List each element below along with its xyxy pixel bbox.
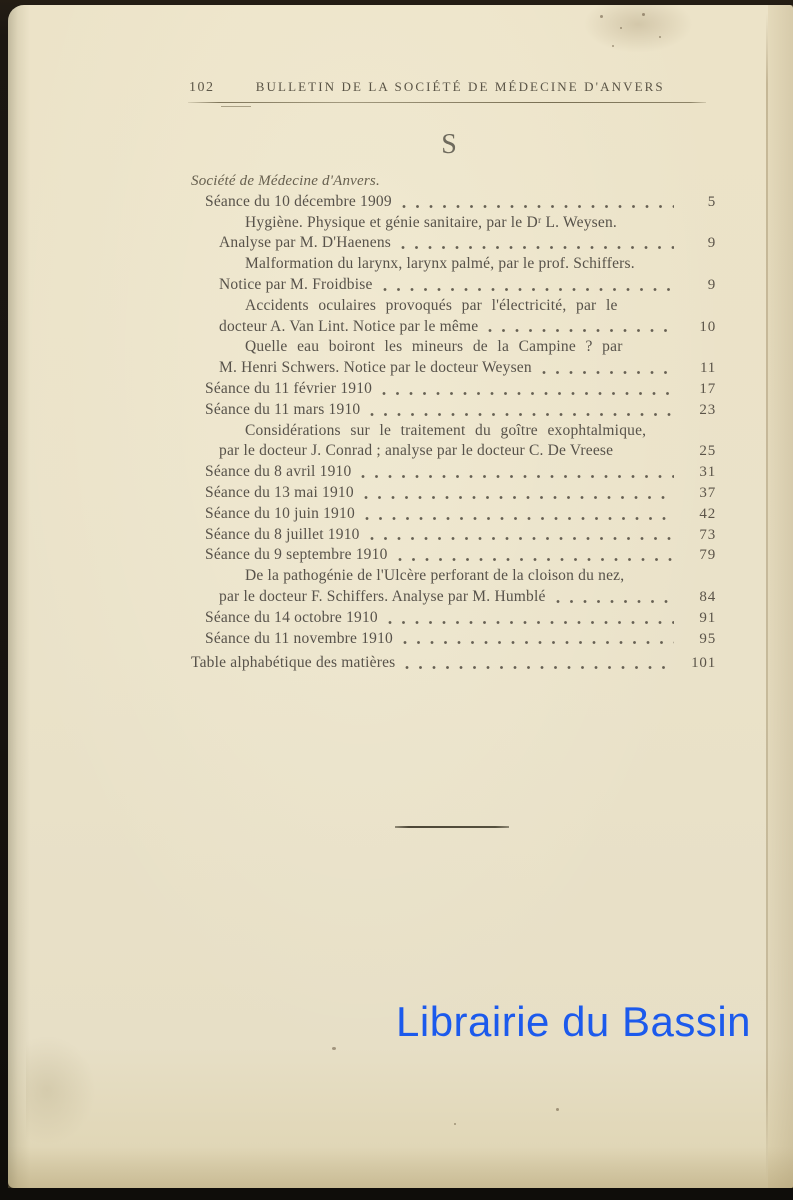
toc-page-number: 84 xyxy=(699,588,716,605)
toc-entry xyxy=(189,653,716,674)
dot-leader xyxy=(382,391,674,396)
toc-entry-text: Analyse par M. D'Haenens xyxy=(219,234,392,252)
page-edge-shade xyxy=(768,5,793,1188)
toc-page-number: 17 xyxy=(699,380,716,397)
toc-entry-text: Séance du 9 septembre 1910 xyxy=(205,546,388,564)
toc-entry xyxy=(189,233,716,254)
toc-entry xyxy=(189,171,716,192)
toc-page-number: 31 xyxy=(699,464,716,481)
toc-entry xyxy=(189,462,716,483)
paper-speck xyxy=(659,36,661,38)
dot-leader xyxy=(364,495,674,500)
toc-entry-text: Considérations sur le traitement du goître exophtalmique, xyxy=(245,421,647,439)
dot-leader xyxy=(402,204,674,209)
dot-leader xyxy=(370,536,674,541)
dot-leader xyxy=(542,370,674,375)
toc-page-number: 91 xyxy=(699,609,716,626)
underlying-page-edge xyxy=(766,13,768,1181)
toc-entry-text: Séance du 11 novembre 1910 xyxy=(205,629,393,647)
toc-page-number: 37 xyxy=(699,484,716,501)
toc-page-number: 101 xyxy=(691,655,716,672)
toc-page-number: 11 xyxy=(699,360,716,377)
bookseller-watermark: Librairie du Bassin xyxy=(396,998,752,1045)
toc-entry-text: Séance du 13 mai 1910 xyxy=(205,483,354,501)
paper-speck xyxy=(556,1108,559,1111)
toc-entry xyxy=(189,545,716,566)
toc-entry xyxy=(189,441,716,462)
toc-entry-text: par le docteur J. Conrad ; analyse par le docteur C. De Vreese xyxy=(219,442,614,460)
table-of-contents xyxy=(189,171,716,674)
dot-leader xyxy=(398,557,674,562)
paper-speck xyxy=(600,15,603,18)
toc-entry xyxy=(189,358,716,379)
toc-page-number: 9 xyxy=(707,235,716,252)
toc-entry-text: Hygiène. Physique et génie sanitaire, par le Dʳ L. Weysen. xyxy=(245,213,617,231)
toc-entry-text: Notice par M. Froidbise xyxy=(219,275,373,293)
paper-stain xyxy=(26,1035,96,1145)
dot-leader xyxy=(383,287,674,292)
toc-entry xyxy=(189,317,716,338)
dot-leader xyxy=(370,412,674,417)
toc-entry xyxy=(189,566,716,587)
toc-entry-text: Séance du 8 juillet 1910 xyxy=(205,525,360,543)
toc-entry xyxy=(189,192,716,213)
toc-entry-text: De la pathogénie de l'Ulcère perforant de la cloison du nez, xyxy=(245,567,625,585)
toc-entry-text: Séance du 10 juin 1910 xyxy=(205,504,355,522)
toc-entry-text: docteur A. Van Lint. Notice par le même xyxy=(219,317,479,335)
toc-entry-text: Séance du 14 octobre 1910 xyxy=(205,608,378,626)
toc-entry xyxy=(189,254,716,275)
dot-leader xyxy=(405,665,674,670)
dot-leader xyxy=(403,640,674,645)
folio-number: 102 xyxy=(189,80,215,95)
running-header xyxy=(189,79,716,96)
toc-entry-text: Séance du 10 décembre 1909 xyxy=(205,192,392,210)
toc-entry xyxy=(189,400,716,421)
toc-page-number: 25 xyxy=(699,443,716,460)
section-letter: S xyxy=(441,129,457,160)
toc-entry xyxy=(189,504,716,525)
toc-page-number: 79 xyxy=(699,547,716,564)
toc-entry-text: Malformation du larynx, larynx palmé, par le prof. Schiffers. xyxy=(245,255,635,273)
toc-page-number: 9 xyxy=(707,276,716,293)
toc-entry xyxy=(189,587,716,608)
toc-entry xyxy=(189,421,716,442)
toc-entry-text: Quelle eau boiront les mineurs de la Campine ? par xyxy=(245,338,623,356)
toc-entry xyxy=(189,275,716,296)
paper-speck xyxy=(642,13,645,16)
toc-entry xyxy=(189,337,716,358)
dot-leader xyxy=(365,516,674,521)
paper-speck xyxy=(612,45,614,47)
toc-entry-text: Société de Médecine d'Anvers. xyxy=(191,173,380,189)
bottom-edge-shade xyxy=(8,1146,793,1188)
dot-leader xyxy=(361,474,674,479)
header-rule-dash xyxy=(221,106,251,107)
paper-speck xyxy=(620,27,622,29)
toc-page-number: 10 xyxy=(699,318,716,335)
toc-page-number: 73 xyxy=(699,526,716,543)
toc-entry xyxy=(189,608,716,629)
toc-entry xyxy=(189,525,716,546)
dot-leader xyxy=(388,620,674,625)
toc-entry-text: Séance du 11 mars 1910 xyxy=(205,400,361,418)
toc-entry-text: Accidents oculaires provoqués par l'électricité, par le xyxy=(245,296,618,314)
toc-entry-text: Séance du 8 avril 1910 xyxy=(205,463,352,481)
toc-entry xyxy=(189,629,716,650)
toc-page-number: 23 xyxy=(699,401,716,418)
toc-entry xyxy=(189,379,716,400)
toc-entry xyxy=(189,483,716,504)
toc-entry-text: par le docteur F. Schiffers. Analyse par M. Humblé xyxy=(219,587,546,605)
toc-page-number: 95 xyxy=(699,630,716,647)
binding-shadow xyxy=(8,5,30,1188)
dot-leader xyxy=(556,599,674,604)
paper-speck xyxy=(332,1047,336,1050)
toc-entry xyxy=(189,296,716,317)
toc-page-number: 42 xyxy=(699,505,716,522)
corner-stain xyxy=(583,5,693,53)
toc-entry-text: Séance du 11 février 1910 xyxy=(205,379,373,397)
paper-speck xyxy=(454,1123,456,1125)
toc-entry-text: M. Henri Schwers. Notice par le docteur Weysen xyxy=(219,359,532,377)
book-page xyxy=(8,5,793,1188)
dot-leader xyxy=(488,328,674,333)
journal-title: BULLETIN DE LA SOCIÉTÉ DE MÉDECINE D'ANVERS xyxy=(255,79,665,94)
toc-page-number: 5 xyxy=(707,193,716,210)
toc-entry-text: Table alphabétique des matières xyxy=(191,654,396,672)
toc-entry xyxy=(189,213,716,234)
dot-leader xyxy=(401,245,674,250)
header-rule xyxy=(188,102,706,103)
end-divider-rule xyxy=(395,826,509,828)
